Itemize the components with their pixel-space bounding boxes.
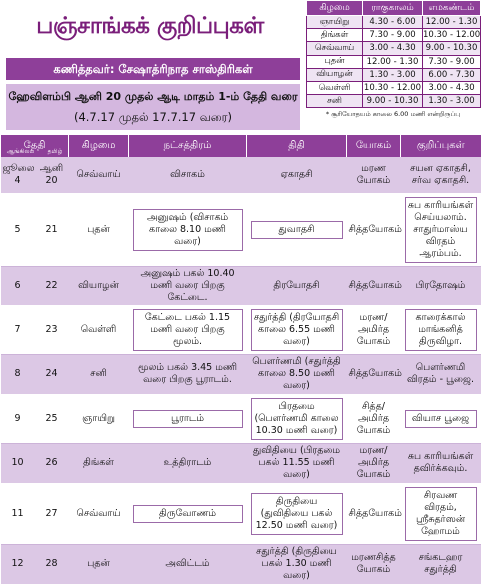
kalam-cell: 10.30 - 12.00 — [363, 83, 422, 94]
kalam-row — [307, 81, 481, 94]
tamil-date-cell: 27 — [35, 483, 69, 544]
star-cell — [129, 305, 247, 354]
kalam-table — [306, 0, 480, 119]
english-date-cell: 11 — [1, 483, 35, 544]
kalam-cell: செவ்வாய் — [307, 42, 363, 55]
tithi-cell — [247, 305, 347, 354]
tithi-cell-box: பிரதமை (பௌர்ணமி காலை 10.30 மணி வரை) — [251, 398, 343, 440]
day-cell: வியாழன் — [69, 266, 129, 305]
notes-cell: சங்கடஹர சதுர்த்தி — [401, 544, 481, 584]
notes-cell-box: காரைக்கால் மாங்கனித் திருவிழா. — [405, 309, 477, 351]
notes-cell-box: சிரவண விரதம், ஸ்ரீசுதர்ஸன் ஹோமம் — [405, 487, 477, 541]
title-block — [0, 0, 300, 130]
notes-cell — [401, 193, 481, 266]
almanac-row — [1, 443, 481, 483]
kalam-cell: சனி — [307, 95, 363, 108]
date-subheaders: ஆங்கிலம் தமிழ் — [6, 148, 63, 155]
kalam-cell: 12.00 - 1.30 — [363, 55, 423, 68]
english-date-cell: 8 — [1, 354, 35, 394]
kalam-row — [307, 95, 481, 108]
english-date-cell: 12 — [1, 544, 35, 584]
kalam-row — [307, 29, 481, 42]
almanac-row — [1, 394, 481, 443]
kalam-cell: 9.00 - 10.30 — [363, 95, 423, 108]
kalam-header-row — [307, 1, 481, 16]
kalam-cell: 1.30 - 3.00 — [363, 68, 423, 81]
english-date-cell: 10 — [1, 443, 35, 483]
english-date-cell: ஜூலை 4 — [1, 157, 35, 193]
kalam-cell: 12.00 - 1.30 — [423, 16, 481, 29]
kalam-cell: 4.30 - 6.00 — [363, 16, 423, 29]
star-cell-box: கேட்டை பகல் 1.15 மணி வரை பிறகு மூலம். — [133, 309, 243, 351]
star-cell-box: பூராடம் — [133, 410, 243, 428]
day-cell: சனி — [69, 354, 129, 394]
kalam-cell: வெள்ளி — [307, 81, 363, 94]
star-cell — [129, 394, 247, 443]
day-cell: வெள்ளி — [69, 305, 129, 354]
yogam-cell: சித்தயோகம் — [347, 483, 401, 544]
date-header: தேதி ஆங்கிலம் தமிழ் — [1, 135, 69, 157]
star-cell: உத்திராடம் — [129, 443, 247, 483]
tamil-date-cell: 22 — [35, 266, 69, 305]
day-header: கிழமை — [69, 135, 129, 157]
tamil-date-cell: 25 — [35, 394, 69, 443]
tithi-cell — [247, 394, 347, 443]
notes-cell — [401, 305, 481, 354]
author-banner: கணித்தவர்: சேஷாத்ரிநாத சாஸ்திரிகள் — [6, 58, 300, 80]
almanac-row — [1, 266, 481, 305]
star-cell-box: அனுஷம் (விசாகம் காலை 8.10 மணி வரை) — [133, 209, 243, 251]
tithi-cell — [247, 483, 347, 544]
yogam-cell: சித்தயோகம் — [347, 266, 401, 305]
star-cell: விசாகம் — [129, 157, 247, 193]
star-cell: அவிட்டம் — [129, 544, 247, 584]
star-cell: அனுஷம் பகல் 10.40 மணி வரை பிறகு கேட்டை. — [129, 266, 247, 305]
star-cell-box: திருவோணம் — [133, 505, 243, 523]
kalam-cell: 3.00 - 4.30 — [363, 42, 423, 55]
notes-cell: பௌர்ணமி விரதம் - பூஜை. — [401, 354, 481, 394]
kalam-row — [307, 16, 481, 29]
english-date-cell: 9 — [1, 394, 35, 443]
kalam-cell: வியாழன் — [307, 68, 363, 81]
yogam-cell: சித்தயோகம் — [347, 354, 401, 394]
almanac-table — [0, 135, 480, 585]
yogam-header: யோகம் — [347, 135, 401, 157]
tithi-cell: துவிதியை (பிரதமை பகல் 11.55 மணி வரை) — [247, 443, 347, 483]
tithi-cell-box: திருதியை (துவிதியை பகல் 12.50 மணி வரை) — [251, 493, 343, 535]
notes-cell — [401, 394, 481, 443]
tithi-cell: பௌர்ணமி (சதுர்த்தி காலை 8.50 மணி வரை) — [247, 354, 347, 394]
tithi-cell: திரயோதசி — [247, 266, 347, 305]
day-cell: புதன் — [69, 193, 129, 266]
kalam-cell: திங்கள் — [307, 29, 363, 42]
almanac-row — [1, 354, 481, 394]
kalam-cell: புதன் — [307, 55, 363, 68]
notes-cell: சயன ஏகாதசி, சர்வ ஏகாதசி. — [401, 157, 481, 193]
kalam-cell: 6.00 - 7.30 — [423, 68, 481, 81]
kalam-row — [307, 68, 481, 81]
day-cell: ஞாயிறு — [69, 394, 129, 443]
yogam-cell: மரண யோகம் — [347, 157, 401, 193]
star-cell — [129, 483, 247, 544]
tithi-header: திதி — [247, 135, 347, 157]
yogam-cell: சித்தயோகம் — [347, 193, 401, 266]
kalam-cell: 10.30 - 12.00 — [423, 30, 481, 41]
kalam-row — [307, 42, 481, 55]
kalam-cell: ஞாயிறு — [307, 16, 363, 29]
tamil-date-cell: ஆனி 20 — [35, 157, 69, 193]
day-cell: செவ்வாய் — [69, 157, 129, 193]
kalam-cell: 1.30 - 3.00 — [423, 95, 481, 108]
day-cell: செவ்வாய் — [69, 483, 129, 544]
kalam-row — [307, 55, 481, 68]
kalam-header: கிழமை — [307, 1, 363, 16]
star-header: நட்சத்திரம் — [129, 135, 247, 157]
english-date-cell: 6 — [1, 266, 35, 305]
day-cell: புதன் — [69, 544, 129, 584]
almanac-row — [1, 544, 481, 584]
star-cell — [129, 193, 247, 266]
tamil-date-cell: 24 — [35, 354, 69, 394]
day-cell: திங்கள் — [69, 443, 129, 483]
notes-cell-box: வியாச பூஜை — [405, 410, 477, 428]
almanac-row — [1, 157, 481, 193]
tamil-date-cell: 26 — [35, 443, 69, 483]
yogam-cell: மரணசித்த யோகம் — [347, 544, 401, 584]
english-date-cell: 7 — [1, 305, 35, 354]
kalam-cell: 9.00 - 10.30 — [423, 42, 481, 55]
notes-cell-box: சுப காரியங்கள் செய்யலாம். சாதுர்மாஸ்ய விரதம் ஆரம்பம். — [405, 197, 477, 263]
almanac-row — [1, 305, 481, 354]
tithi-cell-box: துவாதசி — [251, 221, 343, 239]
period-box — [6, 84, 300, 130]
kalam-cell: 7.30 - 9.00 — [363, 29, 423, 42]
star-cell: மூலம் பகல் 3.45 மணி வரை பிறகு பூராடம். — [129, 354, 247, 394]
page-title: பஞ்சாங்கக் குறிப்புகள் — [36, 13, 264, 39]
tithi-cell: சதுர்த்தி (திருதியை பகல் 1.30 மணி வரை) — [247, 544, 347, 584]
tithi-cell — [247, 193, 347, 266]
almanac-header-row — [1, 135, 481, 157]
kalam-cell: 7.30 - 9.00 — [423, 55, 481, 68]
kalam-header: ராகுகாலம் — [363, 1, 423, 16]
kalam-header: எமகண்டம் — [423, 1, 481, 16]
tamil-date-cell: 23 — [35, 305, 69, 354]
notes-cell: பிரதோஷம் — [401, 266, 481, 305]
notes-cell — [401, 483, 481, 544]
notes-header: குறிப்புகள் — [401, 135, 481, 157]
kalam-cell: 3.00 - 4.30 — [423, 81, 481, 94]
yogam-cell: சித்த/அமிர்த யோகம் — [347, 394, 401, 443]
english-date-cell: 5 — [1, 193, 35, 266]
yogam-cell: மரண/அமிர்த யோகம் — [347, 443, 401, 483]
almanac-row — [1, 193, 481, 266]
tithi-cell-box: சதுர்த்தி (திரயோதசி காலை 6.55 மணி வரை) — [251, 309, 343, 351]
kalam-footnote: * சூரியோதயம் காலை 6.00 மணி என்றிருப்பு — [325, 110, 461, 119]
period-dates: (4.7.17 முதல் 17.7.17 வரை) — [73, 110, 233, 124]
tithi-cell: ஏகாதசி — [247, 157, 347, 193]
tamil-date-cell: 28 — [35, 544, 69, 584]
tamil-date-cell: 21 — [35, 193, 69, 266]
yogam-cell: மரண/அமிர்த யோகம் — [347, 305, 401, 354]
almanac-row — [1, 483, 481, 544]
period-heading: ஹேவிளம்பி ஆனி 20 முதல் ஆடி மாதம் 1-ம் தேதி வரை — [8, 90, 298, 103]
notes-cell: சுப காரியங்கள் தவிர்க்கவும். — [401, 443, 481, 483]
